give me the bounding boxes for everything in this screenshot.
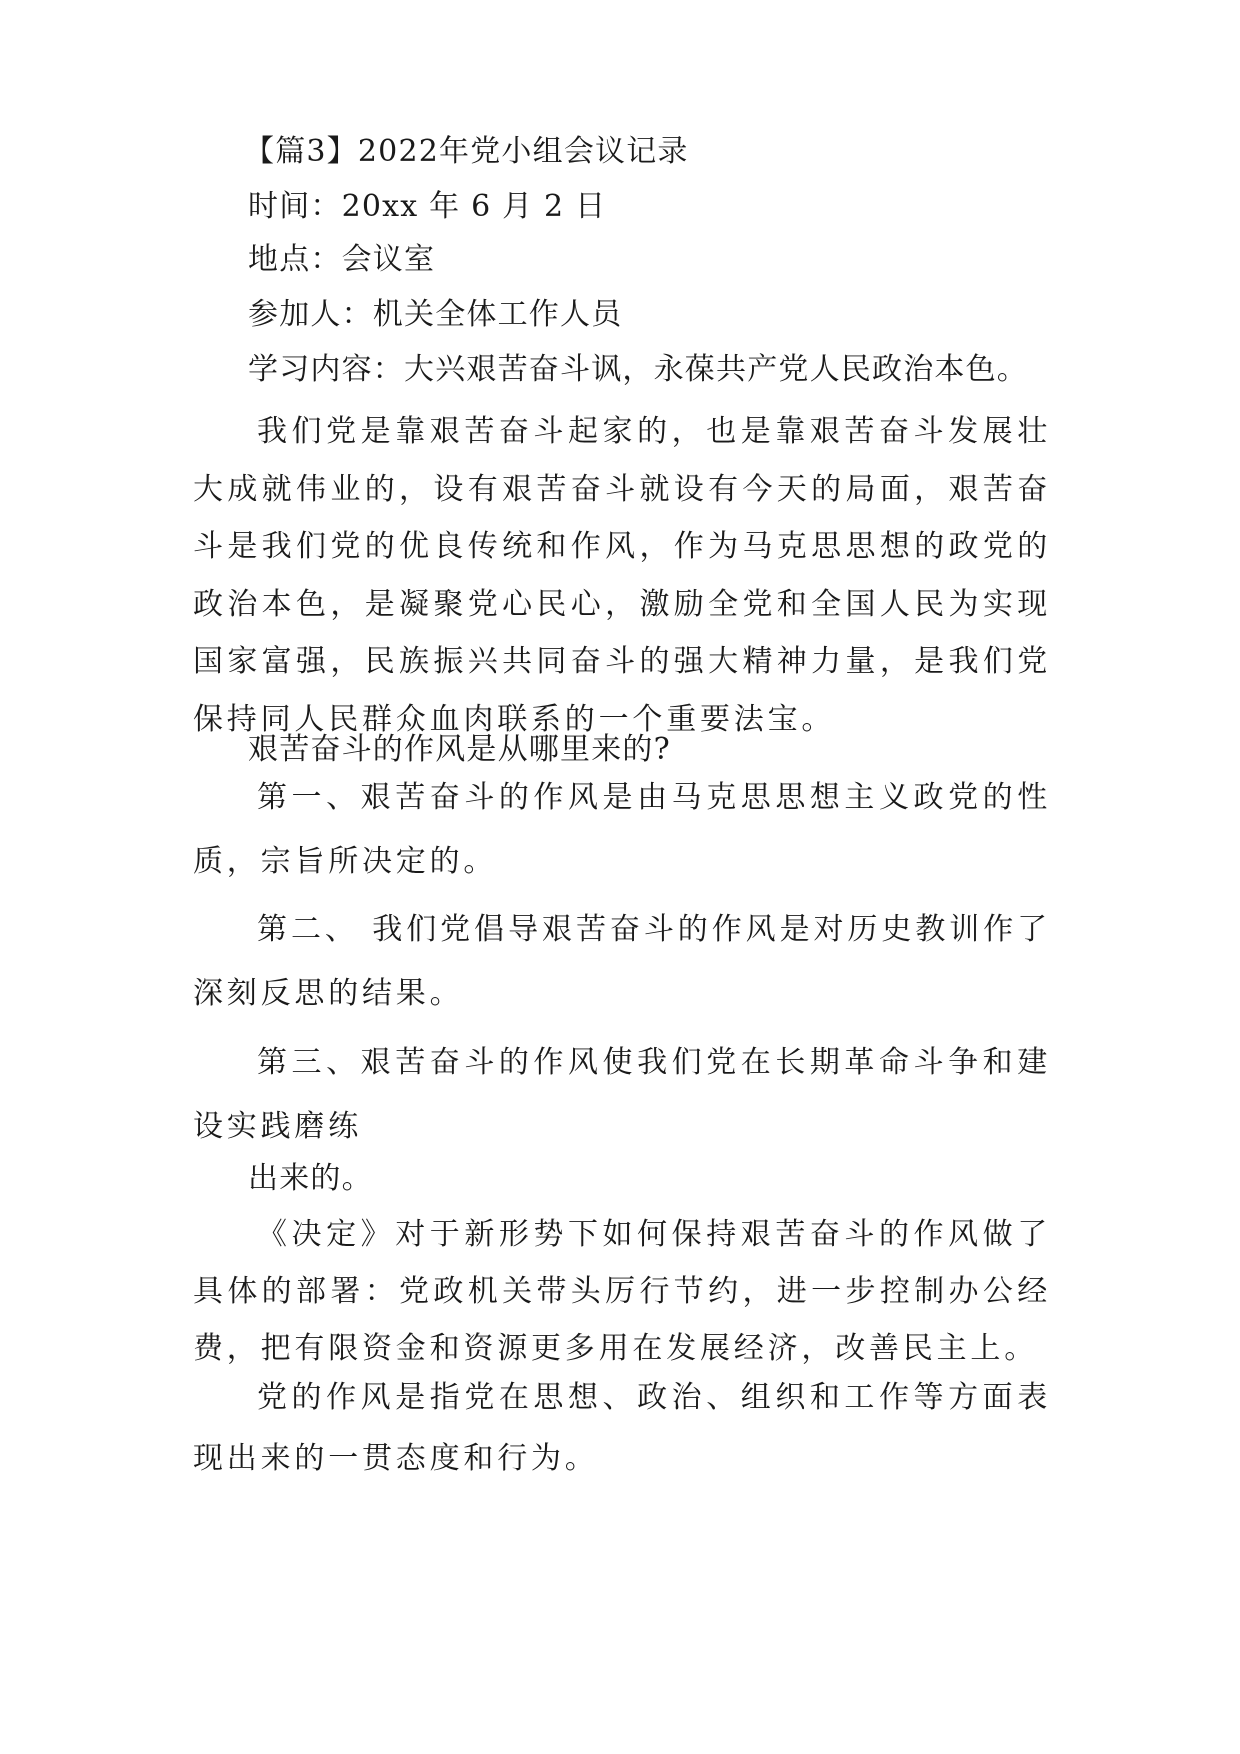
meeting-attendees: 参加人：机关全体工作人员 bbox=[248, 297, 623, 332]
meeting-time: 时间：20xx 年 6 月 2 日 bbox=[248, 189, 607, 224]
decision-paragraph: 《决定》对于新形势下如何保持艰苦奋斗的作风做了具体的部署：党政机关带头厉行节约，进一步控制办公经费，把有限资金和资源更多用在发展经济，改善民主上。 bbox=[193, 1217, 1051, 1366]
body-paragraph-1: 我们党是靠艰苦奋斗起家的，也是靠艰苦奋斗发展壮大成就伟业的，设有艰苦奋斗就设有今天的局面，艰苦奋斗是我们党的优良传统和作风，作为马克思思想的政党的政治本色，是凝聚党心民心，激励全党和全国人民为实现国家富强，民族振兴共同奋斗的强大精神力量，是我们党保持同人民群众血肉联系的一个重要法宝。 bbox=[193, 414, 1051, 737]
study-content: 学习内容：大兴艰苦奋斗讽，永葆共产党人民政治本色。 bbox=[248, 352, 1028, 387]
question-heading: 艰苦奋斗的作风是从哪里来的? bbox=[248, 732, 671, 767]
first-point: 第一、艰苦奋斗的作风是由马克思思想主义政党的性质，宗旨所决定的。 bbox=[193, 780, 1051, 879]
third-point: 第三、艰苦奋斗的作风使我们党在长期革命斗争和建设实践磨练 bbox=[193, 1045, 1051, 1144]
second-point: 第二、 我们党倡导艰苦奋斗的作风是对历史教训作了深刻反思的结果。 bbox=[193, 912, 1051, 1011]
third-point-continuation: 出来的。 bbox=[248, 1161, 373, 1196]
meeting-place: 地点：会议室 bbox=[248, 242, 436, 277]
party-style-paragraph: 党的作风是指党在思想、政治、组织和工作等方面表现出来的一贯态度和行为。 bbox=[193, 1380, 1051, 1476]
document-title: 【篇3】2022年党小组会议记录 bbox=[244, 134, 689, 169]
